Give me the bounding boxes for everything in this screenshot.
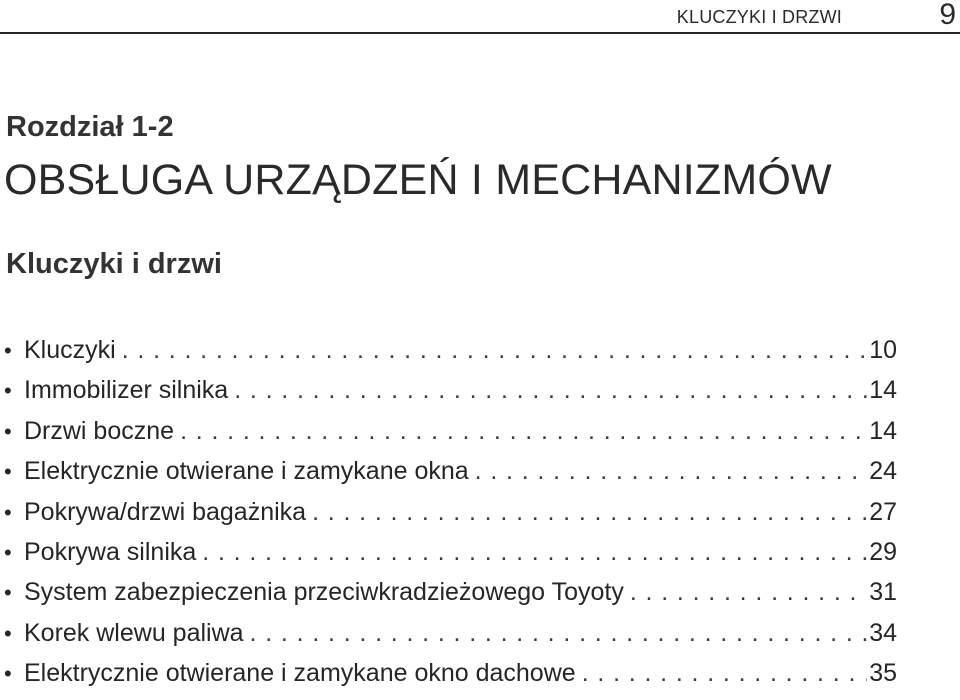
dot-leader <box>116 336 868 365</box>
toc-item-korek-wlewu[interactable] <box>4 619 897 659</box>
bullet-icon: • <box>4 499 12 525</box>
page-number: 9 <box>939 0 956 31</box>
dot-leader <box>624 578 867 607</box>
toc-item-label: Elektrycznie otwierane i zamykane okna <box>24 457 469 486</box>
dot-leader <box>244 619 868 648</box>
toc-item-page: 35 <box>869 659 897 688</box>
toc-item-page: 31 <box>869 578 897 607</box>
bullet-icon: • <box>4 580 12 606</box>
toc-item-page: 10 <box>869 336 897 364</box>
chapter-label: Rozdział 1-2 <box>6 111 174 143</box>
toc-item-label: Elektrycznie otwierane i zamykane okno dachowe <box>24 659 576 688</box>
toc-item-pokrywa-silnika[interactable] <box>4 538 897 578</box>
bullet-icon: • <box>4 661 12 687</box>
bullet-icon: • <box>4 539 12 565</box>
toc-item-okna[interactable] <box>4 457 897 497</box>
toc-item-label: Drzwi boczne <box>24 416 175 445</box>
toc-item-immobilizer[interactable] <box>4 376 897 416</box>
toc-item-label: Pokrywa/drzwi bagażnika <box>24 497 307 526</box>
bullet-icon: • <box>4 378 12 404</box>
toc-item-label: Pokrywa silnika <box>24 537 197 566</box>
toc-item-page: 27 <box>869 497 897 526</box>
chapter-title: OBSŁUGA URZĄDZEŃ I MECHANIZMÓW <box>4 156 832 204</box>
dot-leader <box>469 457 868 486</box>
toc-item-drzwi-boczne[interactable] <box>4 417 897 457</box>
page-header <box>0 0 960 34</box>
bullet-icon: • <box>4 338 12 363</box>
section-title: Kluczyki i drzwi <box>6 248 222 280</box>
toc-item-okno-dachowe[interactable] <box>4 659 897 699</box>
toc-item-label: Immobilizer silnika <box>24 376 229 405</box>
dot-leader <box>174 417 867 446</box>
dot-leader <box>306 498 867 527</box>
toc-item-bagaznik[interactable] <box>4 498 897 538</box>
toc-item-label: Kluczyki <box>24 336 116 364</box>
toc-item-zabezpieczenie[interactable] <box>4 578 897 618</box>
toc-item-page: 29 <box>869 537 897 566</box>
toc-item-label: System zabezpieczenia przeciwkradzieżowego Toyoty <box>24 578 624 607</box>
toc-item-page: 14 <box>869 416 897 445</box>
bullet-icon: • <box>4 418 12 444</box>
running-header-title: KLUCZYKI I DRZWI <box>676 7 842 27</box>
toc-item-kluczyki[interactable] <box>4 336 897 376</box>
bullet-icon: • <box>4 459 12 485</box>
toc-item-label: Korek wlewu paliwa <box>24 618 244 647</box>
dot-leader <box>576 659 868 688</box>
dot-leader <box>196 538 867 567</box>
bullet-icon: • <box>4 620 12 646</box>
toc-item-page: 14 <box>869 376 897 405</box>
toc-item-page: 24 <box>869 457 897 486</box>
table-of-contents <box>4 336 897 700</box>
toc-item-page: 34 <box>869 618 897 647</box>
dot-leader <box>228 376 867 405</box>
